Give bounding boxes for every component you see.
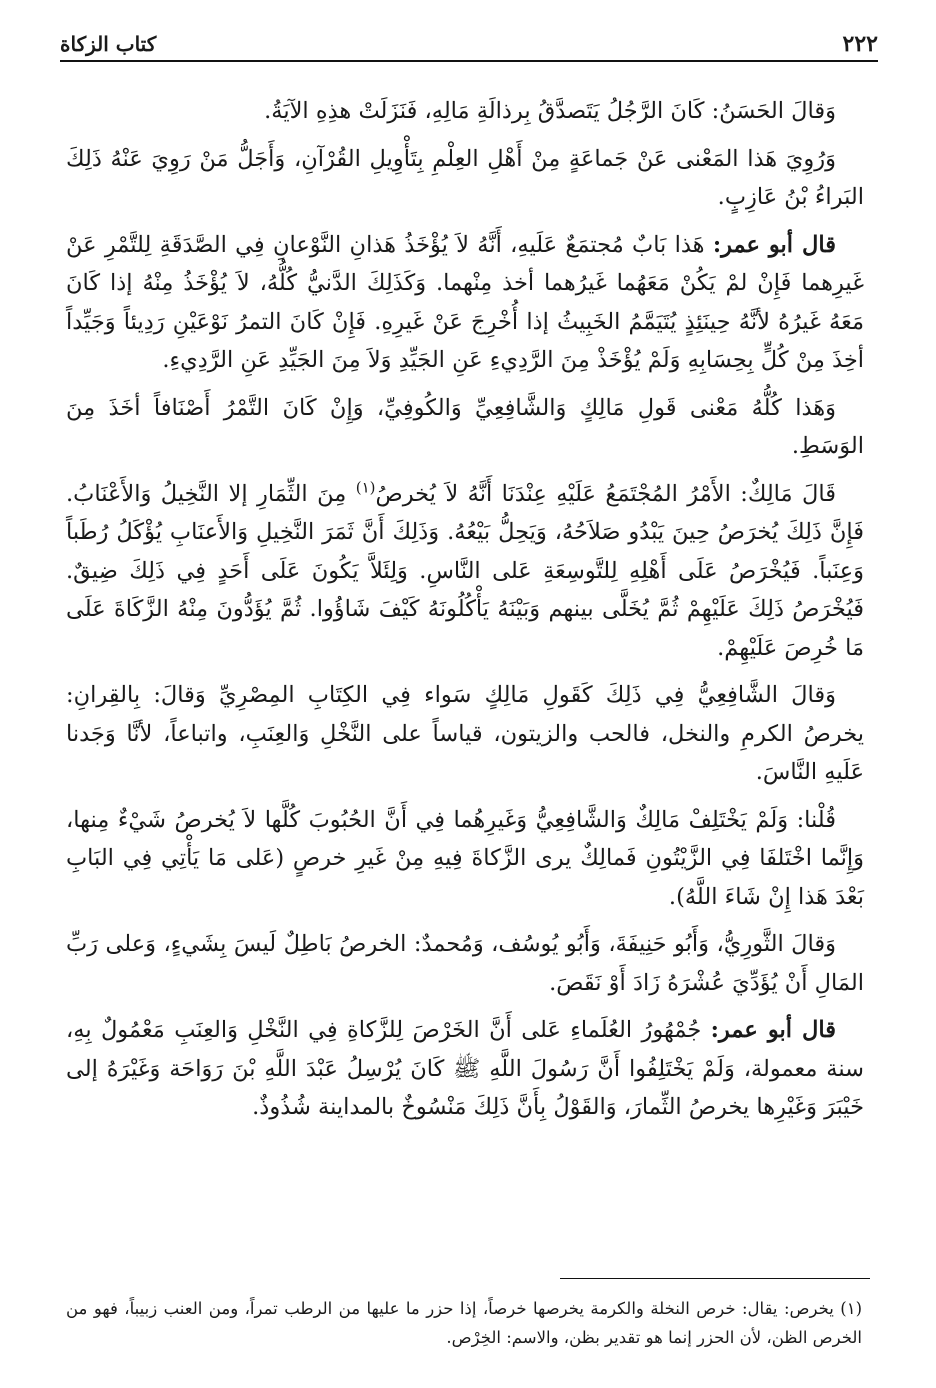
paragraph-text: مِنَ الثِّمَارِ إلا النَّخِيلُ وَالأَعْنَابُ. فَإِنَّ ذَلِكَ يُخرَصُ حِينَ يَبْدُو صَلاَحُهُ، وَيَحِلُّ بَيْعُهُ. وَذَلِكَ أَنَّ ثَمَرَ النَّخِيلِ وَالأَعنَابِ يُؤْكَلُ رُطَباً وَعِنَباً. فَيُخْرَصُ عَلَى أَهْلِهِ لِلتَّوسِعَةِ عَلى النَّاسِ. وَلِئَلاَّ يَكُونَ عَلَى أَحَدٍ فِي ذَلِكَ ضِيقٌ. فَيُخْرَصُ ذَلِكَ عَلَيْهِمْ ثُمَّ يُخَلَّى بينهم وَبَيْنَهُ يَأْكُلُونَهُ كَيْفَ شَاؤُوا. ثُمَّ يُؤَدُّونَ مِنْهُ الزَّكَاةَ عَلَى مَا خُرِصَ عَلَيْهِمْ. — [66, 480, 864, 661]
paragraph-text: وَقالَ الحَسَنُ: كَانَ الرَّجُلُ يَتَصدَّقُ بِرذالَةِ مَالِهِ، فَنَزَلَتْ هذِهِ الآيَةُ. — [264, 98, 836, 124]
paragraph-text: وَقالَ الشَّافِعِيُّ فِي ذَلِكَ كَقَولِ مَالِكٍ سَواء فِي الكِتَابِ المِصْرِيِّ وَقالَ: بِالقِرانِ: يخرصُ الكرمِ والنخل، فالحب والزيتون، قياساً على النَّخْلِ وَالعِنَبِ، واتباعاً، لأنَّا وَجَدنا عَلَيهِ النَّاسَ. — [66, 682, 864, 785]
page-number: ٢٢٢ — [842, 31, 878, 57]
footnote-text: (١) يخرص: يقال: خرص النخلة والكرمة يخرصها خرصاً، إذا حزر ما عليها من الرطب تمراً، ومن العنب زبيباً، فهو من الخرص الظن، لأن الحزر إنما هو تقدير بظن، والاسم: الخِرْص. — [66, 1299, 862, 1347]
paragraph-text: جُمْهُورُ العُلَماءِ عَلى أَنَّ الخَرْصَ لِلزَّكاةِ فِي النَّخْلِ وَالعِنَبِ مَعْمُولٌ بِهِ، سنة معمولة، وَلَمْ يَخْتَلِفُوا أَنَّ رَسُولَ اللَّهِ ﷺ كَانَ يُرْسِلُ عَبْدَ اللَّهِ بْنَ رَوَاحَة وَغَيْرَهُ إلى خَيْبَرَ وَغَيْرِها يخرصُ الثِّمارَ، وَالقَوْلُ بِأَنَّ ذَلِكَ مَنْسُوخٌ بالمداينة شُذُوذٌ. — [66, 1017, 864, 1120]
footnote-reference[interactable]: (١) — [355, 478, 376, 496]
footnote-divider — [560, 1278, 870, 1279]
speaker-label: قال أبو عمر: — [712, 231, 836, 258]
paragraph — [66, 475, 864, 668]
paragraph-text: وَقالَ الثَّورِيُّ، وَأَبُو حَنِيفَةَ، وَأَبُو يُوسُف، وَمُحمدٌ: الخرصُ بَاطِلٌ لَيسَ بِشَيءٍ، وَعلى رَبِّ المَالِ أَنْ يُؤَدِّيَ عُشْرَهُ زَادَ أَوْ نَقَصَ. — [66, 931, 864, 996]
paragraph — [66, 92, 864, 131]
paragraph — [66, 801, 864, 917]
paragraph-text: قَالَ مَالِكٌ: الأَمْرُ المُجْتَمَعُ عَلَيْهِ عِنْدَنَا أَنَّهُ لاَ يُخرصُ — [375, 480, 836, 507]
footnote — [66, 1294, 862, 1352]
paragraph-text: هَذا بَابٌ مُجتمَعٌ عَلَيهِ، أَنَّهُ لاَ يُؤْخَذُ هَذانِ النَّوْعانِ فِي الصَّدَقَةِ لِلتَّمْرِ عَنْ غَيرِهما فَإِنْ لمْ يَكُنْ مَعَهُما غَيرُهما أخذ مِنْهما. وَكَذَلِكَ الدَّنيُّ كُلُّهُ، لاَ يُؤْخَذُ مِنْهُ إذا كَانَ مَعَهُ غَيرُهُ لأنَّهُ حِينَئِذٍ يُتَيَمَّمُ الخَبِيثُ إذا أُخْرِجَ عَنْ غَيرِهِ. فَإِنْ كَانَ التمرُ نَوْعَيْنِ رَدِيئاً وَجَيِّداً أخِذَ مِنْ كُلٍّ بِحِسَابِهِ وَلَمْ يُؤْخَذْ مِنَ الرَّدِيءِ عَنِ الجَيِّدِ وَلاَ مِنَ الجَيِّدِ عَنِ الرَّدِيءِ. — [66, 231, 864, 373]
paragraph — [66, 226, 864, 380]
paragraph — [66, 389, 864, 466]
main-text — [66, 92, 864, 1136]
paragraph-text: قُلْنا: وَلَمْ يَخْتَلِفْ مَالِكٌ وَالشَّافِعِيُّ وَغَيرِهُما فِي أَنَّ الحُبُوبَ كُلَّها لاَ يُخرصُ شَيْءٌ مِنها، وَإِنَّما اخْتَلفَا فِي الزَّيْتُونِ فَمالِكٌ يرى الزَّكاةَ فِيهِ مِنْ غَيرِ خرصٍ (عَلى مَا يَأْتِي فِي البَابِ بَعْدَ هَذا إِنْ شَاءَ اللَّهُ). — [66, 806, 864, 910]
paragraph — [66, 140, 864, 217]
speaker-label: قال أبو عمر: — [710, 1017, 836, 1043]
paragraph — [66, 676, 864, 792]
book-title: كتاب الزكاة — [60, 32, 157, 56]
footnotes — [66, 1294, 862, 1352]
paragraph — [66, 1011, 864, 1127]
paragraph-text: وَهَذا كُلُّهُ مَعْنى قَولِ مَالِكٍ وَالشَّافِعِيِّ وَالكُوفِيِّ، وَإِنْ كَانَ التَّمْرُ أَصْنَافاً أخَذَ مِنَ الوَسَطِ. — [66, 394, 864, 459]
paragraph — [66, 925, 864, 1002]
paragraph-text: وَرُوِيَ هَذا المَعْنى عَنْ جَماعَةٍ مِنْ أَهْلِ العِلْمِ بِتَأْوِيلِ القُرْآنِ، وَأَجَلُّ مَنْ رَوِيَ عَنْهُ ذَلِكَ البَراءُ بْنُ عَازِبٍ. — [66, 145, 864, 210]
header-divider — [60, 60, 878, 62]
running-header — [60, 30, 878, 60]
